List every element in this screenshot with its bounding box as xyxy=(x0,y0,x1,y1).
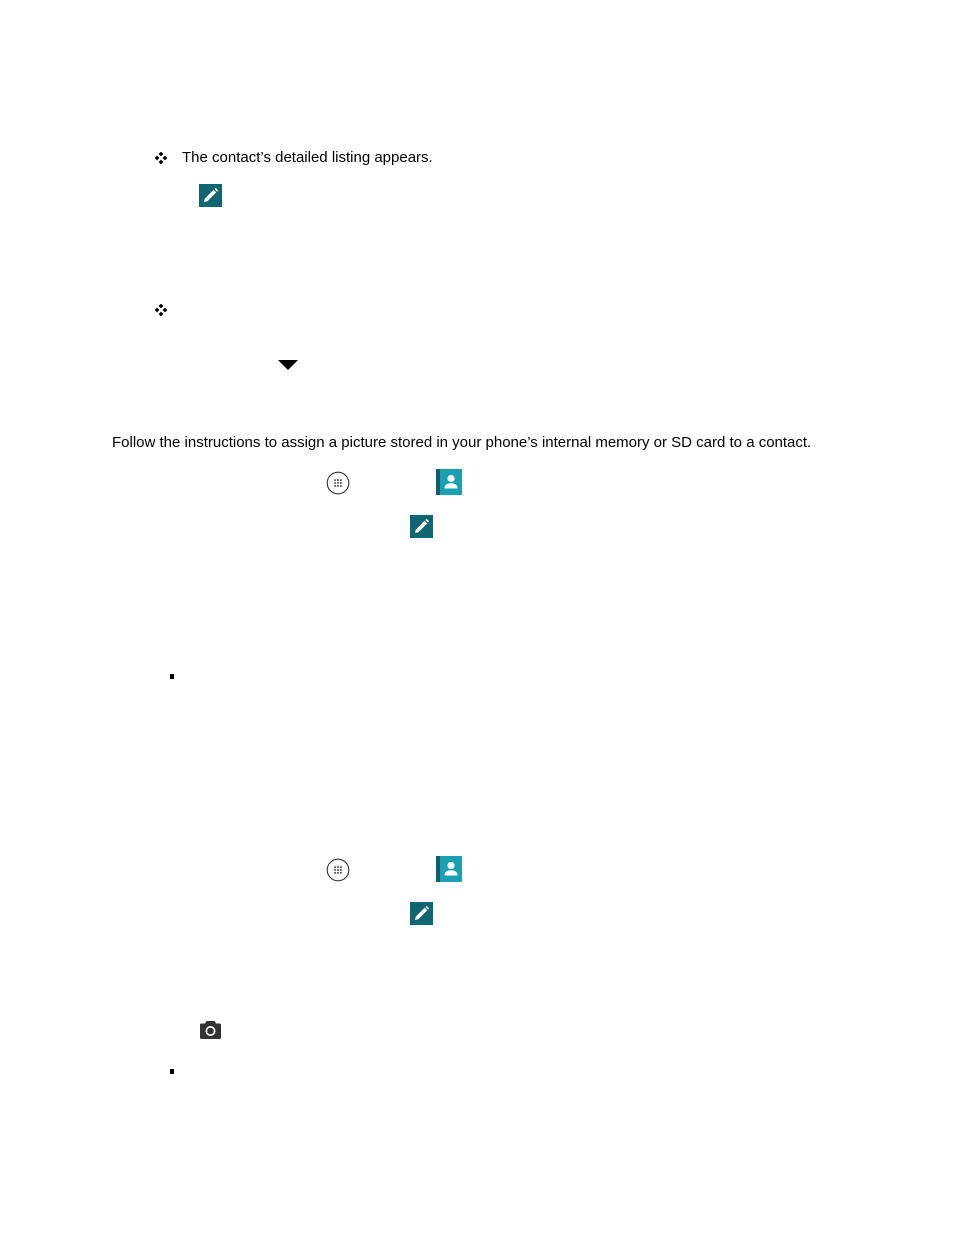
diamond-bullet-icon xyxy=(155,304,167,316)
square-bullet-icon xyxy=(170,674,174,679)
pencil-edit-icon[interactable] xyxy=(199,184,222,207)
apps-grid-icon[interactable] xyxy=(326,858,350,882)
contacts-app-icon[interactable] xyxy=(436,469,462,495)
square-bullet-icon xyxy=(170,1069,174,1074)
triangle-down-icon[interactable] xyxy=(278,360,298,371)
contact-listing-text: The contact’s detailed listing appears. xyxy=(182,149,433,166)
contacts-app-icon[interactable] xyxy=(436,856,462,882)
pencil-edit-icon[interactable] xyxy=(410,515,433,538)
pencil-edit-icon[interactable] xyxy=(410,902,433,925)
instructions-paragraph: Follow the instructions to assign a picture stored in your phone’s internal memory or SD card to a contact. xyxy=(112,434,812,451)
apps-grid-icon[interactable] xyxy=(326,471,350,495)
camera-icon[interactable] xyxy=(199,1019,222,1040)
diamond-bullet-icon xyxy=(155,152,167,164)
